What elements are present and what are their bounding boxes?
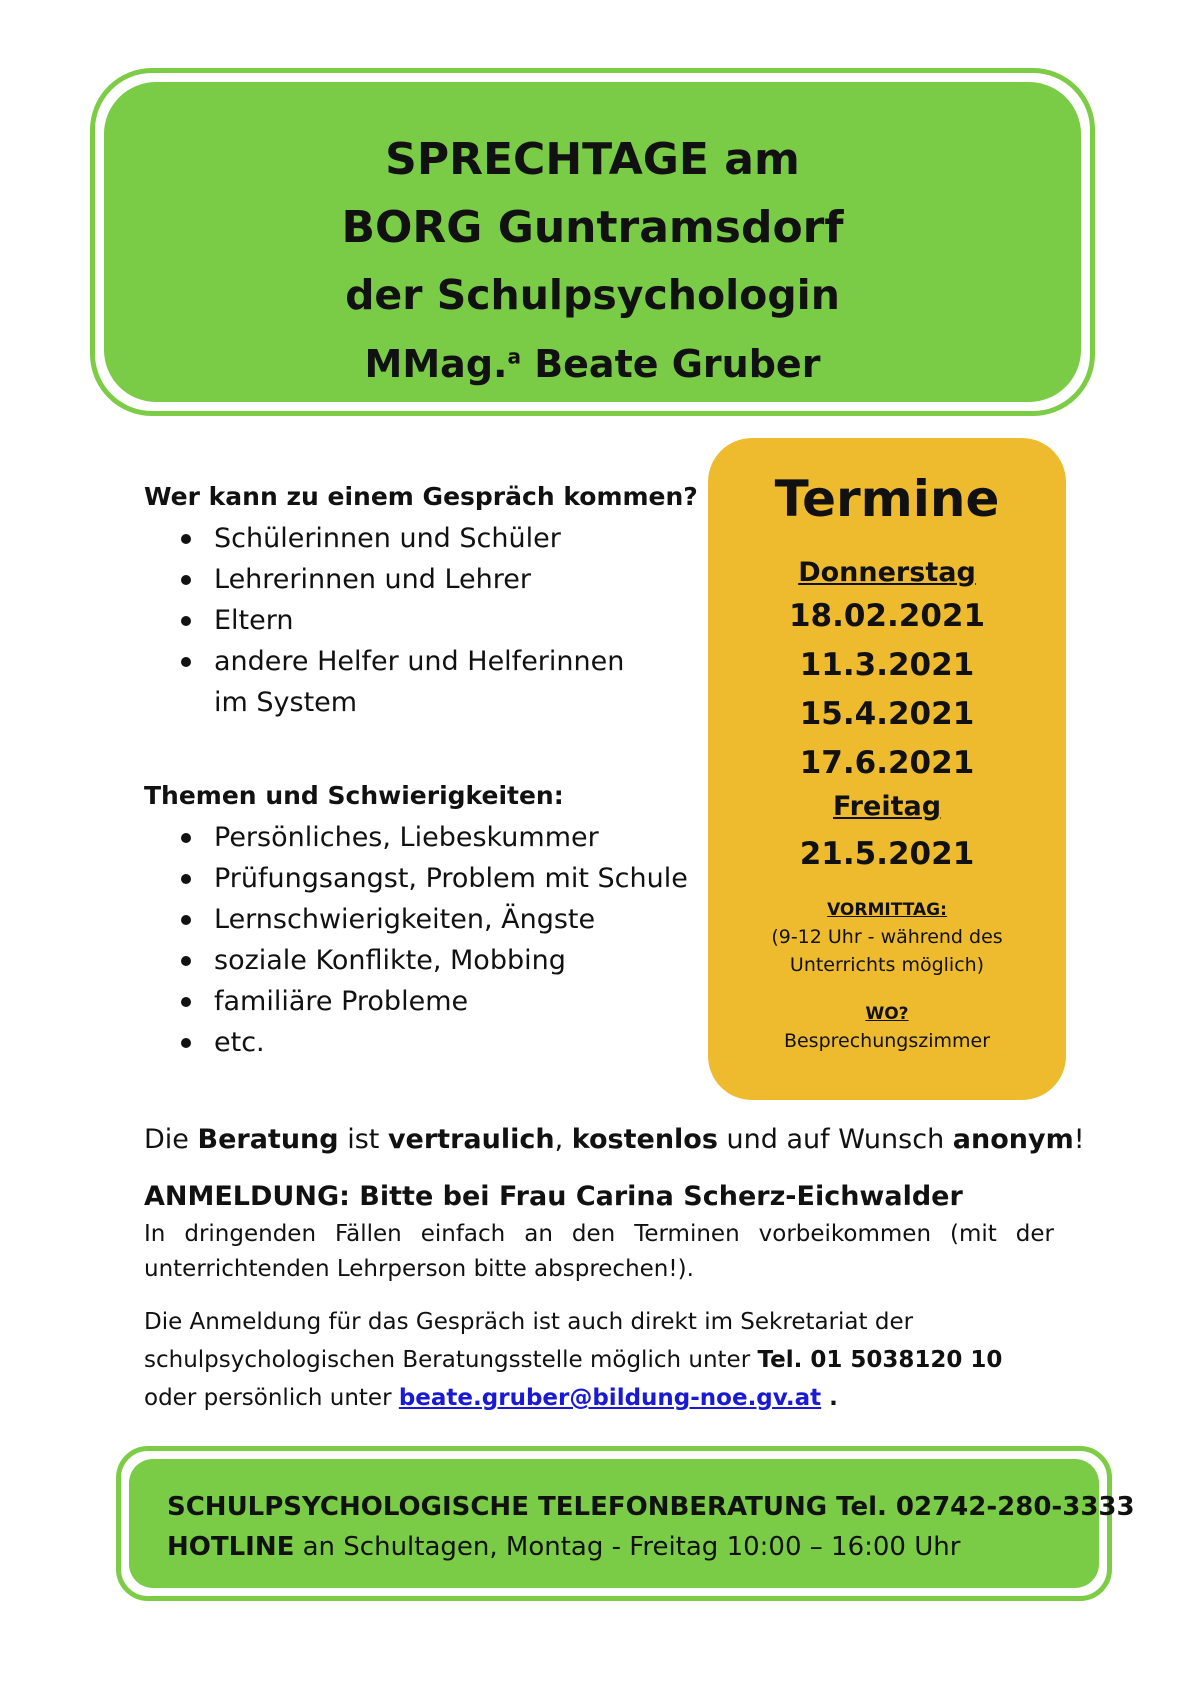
- title-line-2: BORG Guntramsdorf: [341, 202, 844, 253]
- appointments-box: [708, 438, 1066, 1100]
- title-line-3: der Schulpsychologin: [345, 271, 840, 319]
- contact-line: Die Anmeldung für das Gespräch ist auch direkt im Sekretariat der: [144, 1309, 914, 1335]
- list-item: Persönliches, Liebeskummer: [144, 817, 704, 858]
- date-item: 11.3.2021: [799, 647, 975, 683]
- name-superscript: a: [507, 344, 521, 369]
- email-link[interactable]: beate.gruber@bildung-noe.gv.at: [398, 1385, 822, 1411]
- urgent-note: In dringenden Fällen einfach an den Terminen vorbeikommen (mit der unterrichtenden Lehrperson bitte absprechen!).: [144, 1221, 1054, 1282]
- phone-number: Tel. 01 5038120 10: [757, 1347, 1003, 1373]
- contact-line: oder persönlich unter beate.gruber@bildung-noe.gv.at .: [144, 1385, 838, 1411]
- bullet-icon: [181, 575, 191, 585]
- topics-list: [144, 817, 704, 1063]
- appointments-title: Termine: [774, 470, 1000, 528]
- list-item: Lehrerinnen und Lehrer: [144, 559, 704, 600]
- contact-line: schulpsychologischen Beratungsstelle möglich unter Tel. 01 5038120 10: [144, 1347, 1003, 1373]
- list-item: etc.: [144, 1022, 704, 1063]
- list-item: soziale Konflikte, Mobbing: [144, 940, 704, 981]
- list-item: Prüfungsangst, Problem mit Schule: [144, 858, 704, 899]
- time-label: VORMITTAG:: [827, 900, 947, 920]
- header-banner-fill: [104, 82, 1081, 402]
- date-item: 18.02.2021: [788, 598, 986, 634]
- date-item: 15.4.2021: [799, 696, 975, 732]
- weekday-label: Freitag: [832, 791, 942, 822]
- location-label: WO?: [865, 1004, 909, 1024]
- bullet-icon: [181, 833, 191, 843]
- list-item: Eltern: [144, 600, 704, 641]
- who-list: [144, 518, 704, 723]
- date-item: 17.6.2021: [799, 745, 975, 781]
- who-heading: Wer kann zu einem Gespräch kommen?: [144, 482, 698, 511]
- list-item: Schülerinnen und Schüler: [144, 518, 704, 559]
- hotline-banner-fill: [129, 1459, 1135, 1588]
- left-column: [144, 480, 704, 1063]
- bullet-icon: [181, 997, 191, 1007]
- registration-heading: ANMELDUNG: Bitte bei Frau Carina Scherz-Eichwalder: [144, 1181, 963, 1212]
- bullet-icon: [181, 534, 191, 544]
- hotline-phone: SCHULPSYCHOLOGISCHE TELEFONBERATUNG Tel. 02742-280-3333: [167, 1492, 1135, 1522]
- topics-heading: Themen und Schwierigkeiten:: [144, 781, 564, 810]
- bullet-icon: [181, 956, 191, 966]
- hotline-banner: [116, 1446, 1135, 1601]
- name-prefix: MMag.: [364, 342, 508, 386]
- contact-paragraph: [144, 1303, 1054, 1417]
- confidentiality-note: Die Beratung ist vertraulich, kostenlos und auf Wunsch anonym!: [144, 1124, 1085, 1155]
- registration-section: [144, 1177, 1054, 1287]
- list-item: Lernschwierigkeiten, Ängste: [144, 899, 704, 940]
- bullet-icon: [181, 657, 191, 667]
- list-item: andere Helfer und Helferinnen im System: [144, 641, 634, 723]
- psychologist-name: [365, 334, 821, 394]
- date-item: 21.5.2021: [799, 836, 975, 872]
- time-text: Unterrichts möglich): [789, 954, 985, 976]
- name-text: Beate Gruber: [520, 342, 821, 386]
- bullet-icon: [181, 915, 191, 925]
- bullet-icon: [181, 874, 191, 884]
- header-banner: [90, 68, 1095, 416]
- hotline-hours: HOTLINE an Schultagen, Montag - Freitag 10:00 – 16:00 Uhr: [167, 1532, 961, 1562]
- location-text: Besprechungszimmer: [783, 1030, 991, 1052]
- weekday-label: Donnerstag: [798, 557, 976, 588]
- bullet-icon: [181, 616, 191, 626]
- time-text: (9-12 Uhr - während des: [771, 926, 1003, 948]
- list-item: familiäre Probleme: [144, 981, 704, 1022]
- title-line-1: SPRECHTAGE am: [385, 134, 800, 185]
- bullet-icon: [181, 1038, 191, 1048]
